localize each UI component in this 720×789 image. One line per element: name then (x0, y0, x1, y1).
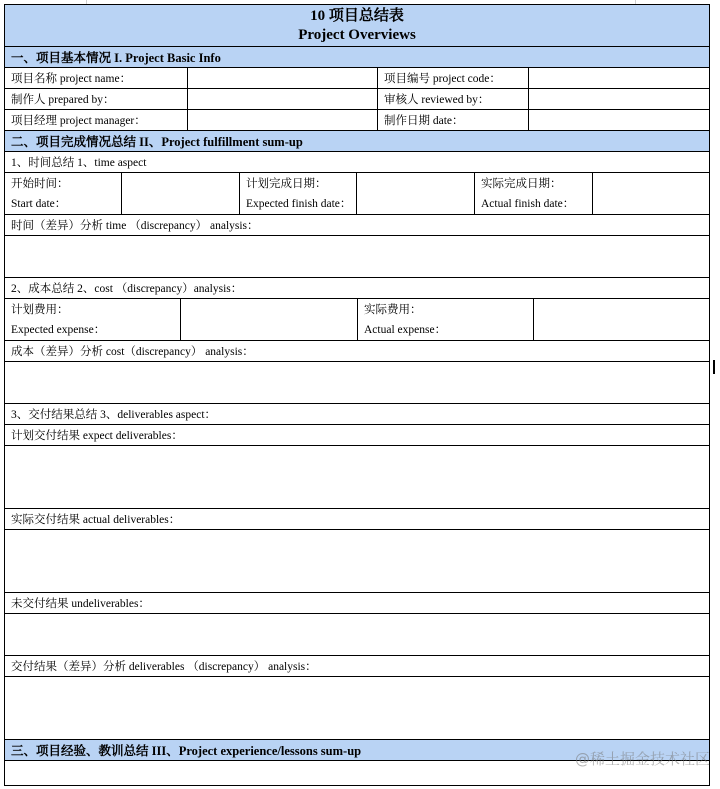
table-title (5, 5, 709, 47)
deliverables-aspect-title: 3、交付结果总结 3、deliverables aspect： (5, 404, 709, 425)
time-analysis-label: 时间（差异）分析 time （discrepancy） analysis： (5, 215, 709, 236)
table-row (5, 299, 709, 341)
actual-finish-value[interactable] (593, 173, 709, 214)
start-date-label-en: Start date： (11, 197, 67, 210)
project-code-value[interactable] (529, 68, 709, 88)
planned-expense-label-cn: 计划费用： (11, 303, 69, 316)
project-name-label: 项目名称 project name： (5, 68, 188, 88)
actual-finish-label (475, 173, 593, 214)
actual-deliverables-field[interactable] (5, 530, 709, 593)
date-label: 制作日期 date： (378, 110, 529, 130)
time-aspect-title: 1、时间总结 1、time aspect (5, 152, 709, 173)
table-row (5, 89, 709, 110)
prepared-by-label: 制作人 prepared by： (5, 89, 188, 109)
undeliverables-field[interactable] (5, 614, 709, 656)
undeliverables-label: 未交付结果 undeliverables： (5, 593, 709, 614)
cost-aspect-title: 2、成本总结 2、cost （discrepancy）analysis： (5, 278, 709, 299)
project-summary-table (4, 4, 710, 786)
actual-expense-label-en: Actual expense： (364, 323, 447, 336)
date-value[interactable] (529, 110, 709, 130)
section-fulfillment-heading: 二、项目完成情况总结 II、Project fulfillment sum-up (5, 131, 709, 152)
time-analysis-field[interactable] (5, 236, 709, 278)
planned-expense-label (5, 299, 181, 340)
deliverables-analysis-label: 交付结果（差异）分析 deliverables （discrepancy） analysis： (5, 656, 709, 677)
planned-finish-label-en: Expected finish date： (246, 197, 352, 210)
expected-deliverables-field[interactable] (5, 446, 709, 509)
watermark: @稀土掘金技术社区 (574, 750, 710, 768)
table-row (5, 110, 709, 131)
prepared-by-value[interactable] (188, 89, 378, 109)
actual-expense-label-cn: 实际费用： (364, 303, 422, 316)
title-line-en: Project Overviews (298, 26, 416, 43)
planned-expense-label-en: Expected expense： (11, 323, 106, 336)
expected-deliverables-label: 计划交付结果 expect deliverables： (5, 425, 709, 446)
start-date-label-cn: 开始时间： (11, 177, 69, 190)
actual-expense-label (358, 299, 534, 340)
actual-expense-value[interactable] (534, 299, 709, 340)
actual-finish-label-cn: 实际完成日期： (481, 177, 562, 190)
planned-finish-label-cn: 计划完成日期： (246, 177, 327, 190)
title-line-cn: 10 项目总结表 (310, 7, 404, 24)
section-basic-info-heading: 一、项目基本情况 I. Project Basic Info (5, 47, 709, 68)
project-name-value[interactable] (188, 68, 378, 88)
project-code-label: 项目编号 project code： (378, 68, 529, 88)
section-lessons-heading: 三、项目经验、教训总结 III、Project experience/lessons sum-up (5, 740, 709, 761)
project-manager-label: 项目经理 project manager： (5, 110, 188, 130)
reviewed-by-label: 审核人 reviewed by： (378, 89, 529, 109)
deliverables-analysis-field[interactable] (5, 677, 709, 740)
reviewed-by-value[interactable] (529, 89, 709, 109)
planned-finish-label (240, 173, 357, 214)
actual-deliverables-label: 实际交付结果 actual deliverables： (5, 509, 709, 530)
cost-analysis-field[interactable] (5, 362, 709, 404)
text-cursor (713, 360, 715, 374)
table-row (5, 68, 709, 89)
table-row (5, 173, 709, 215)
start-date-value[interactable] (122, 173, 240, 214)
cost-analysis-label: 成本（差异）分析 cost（discrepancy） analysis： (5, 341, 709, 362)
project-manager-value[interactable] (188, 110, 378, 130)
actual-finish-label-en: Actual finish date： (481, 197, 575, 210)
planned-expense-value[interactable] (181, 299, 358, 340)
planned-finish-value[interactable] (357, 173, 475, 214)
start-date-label (5, 173, 122, 214)
